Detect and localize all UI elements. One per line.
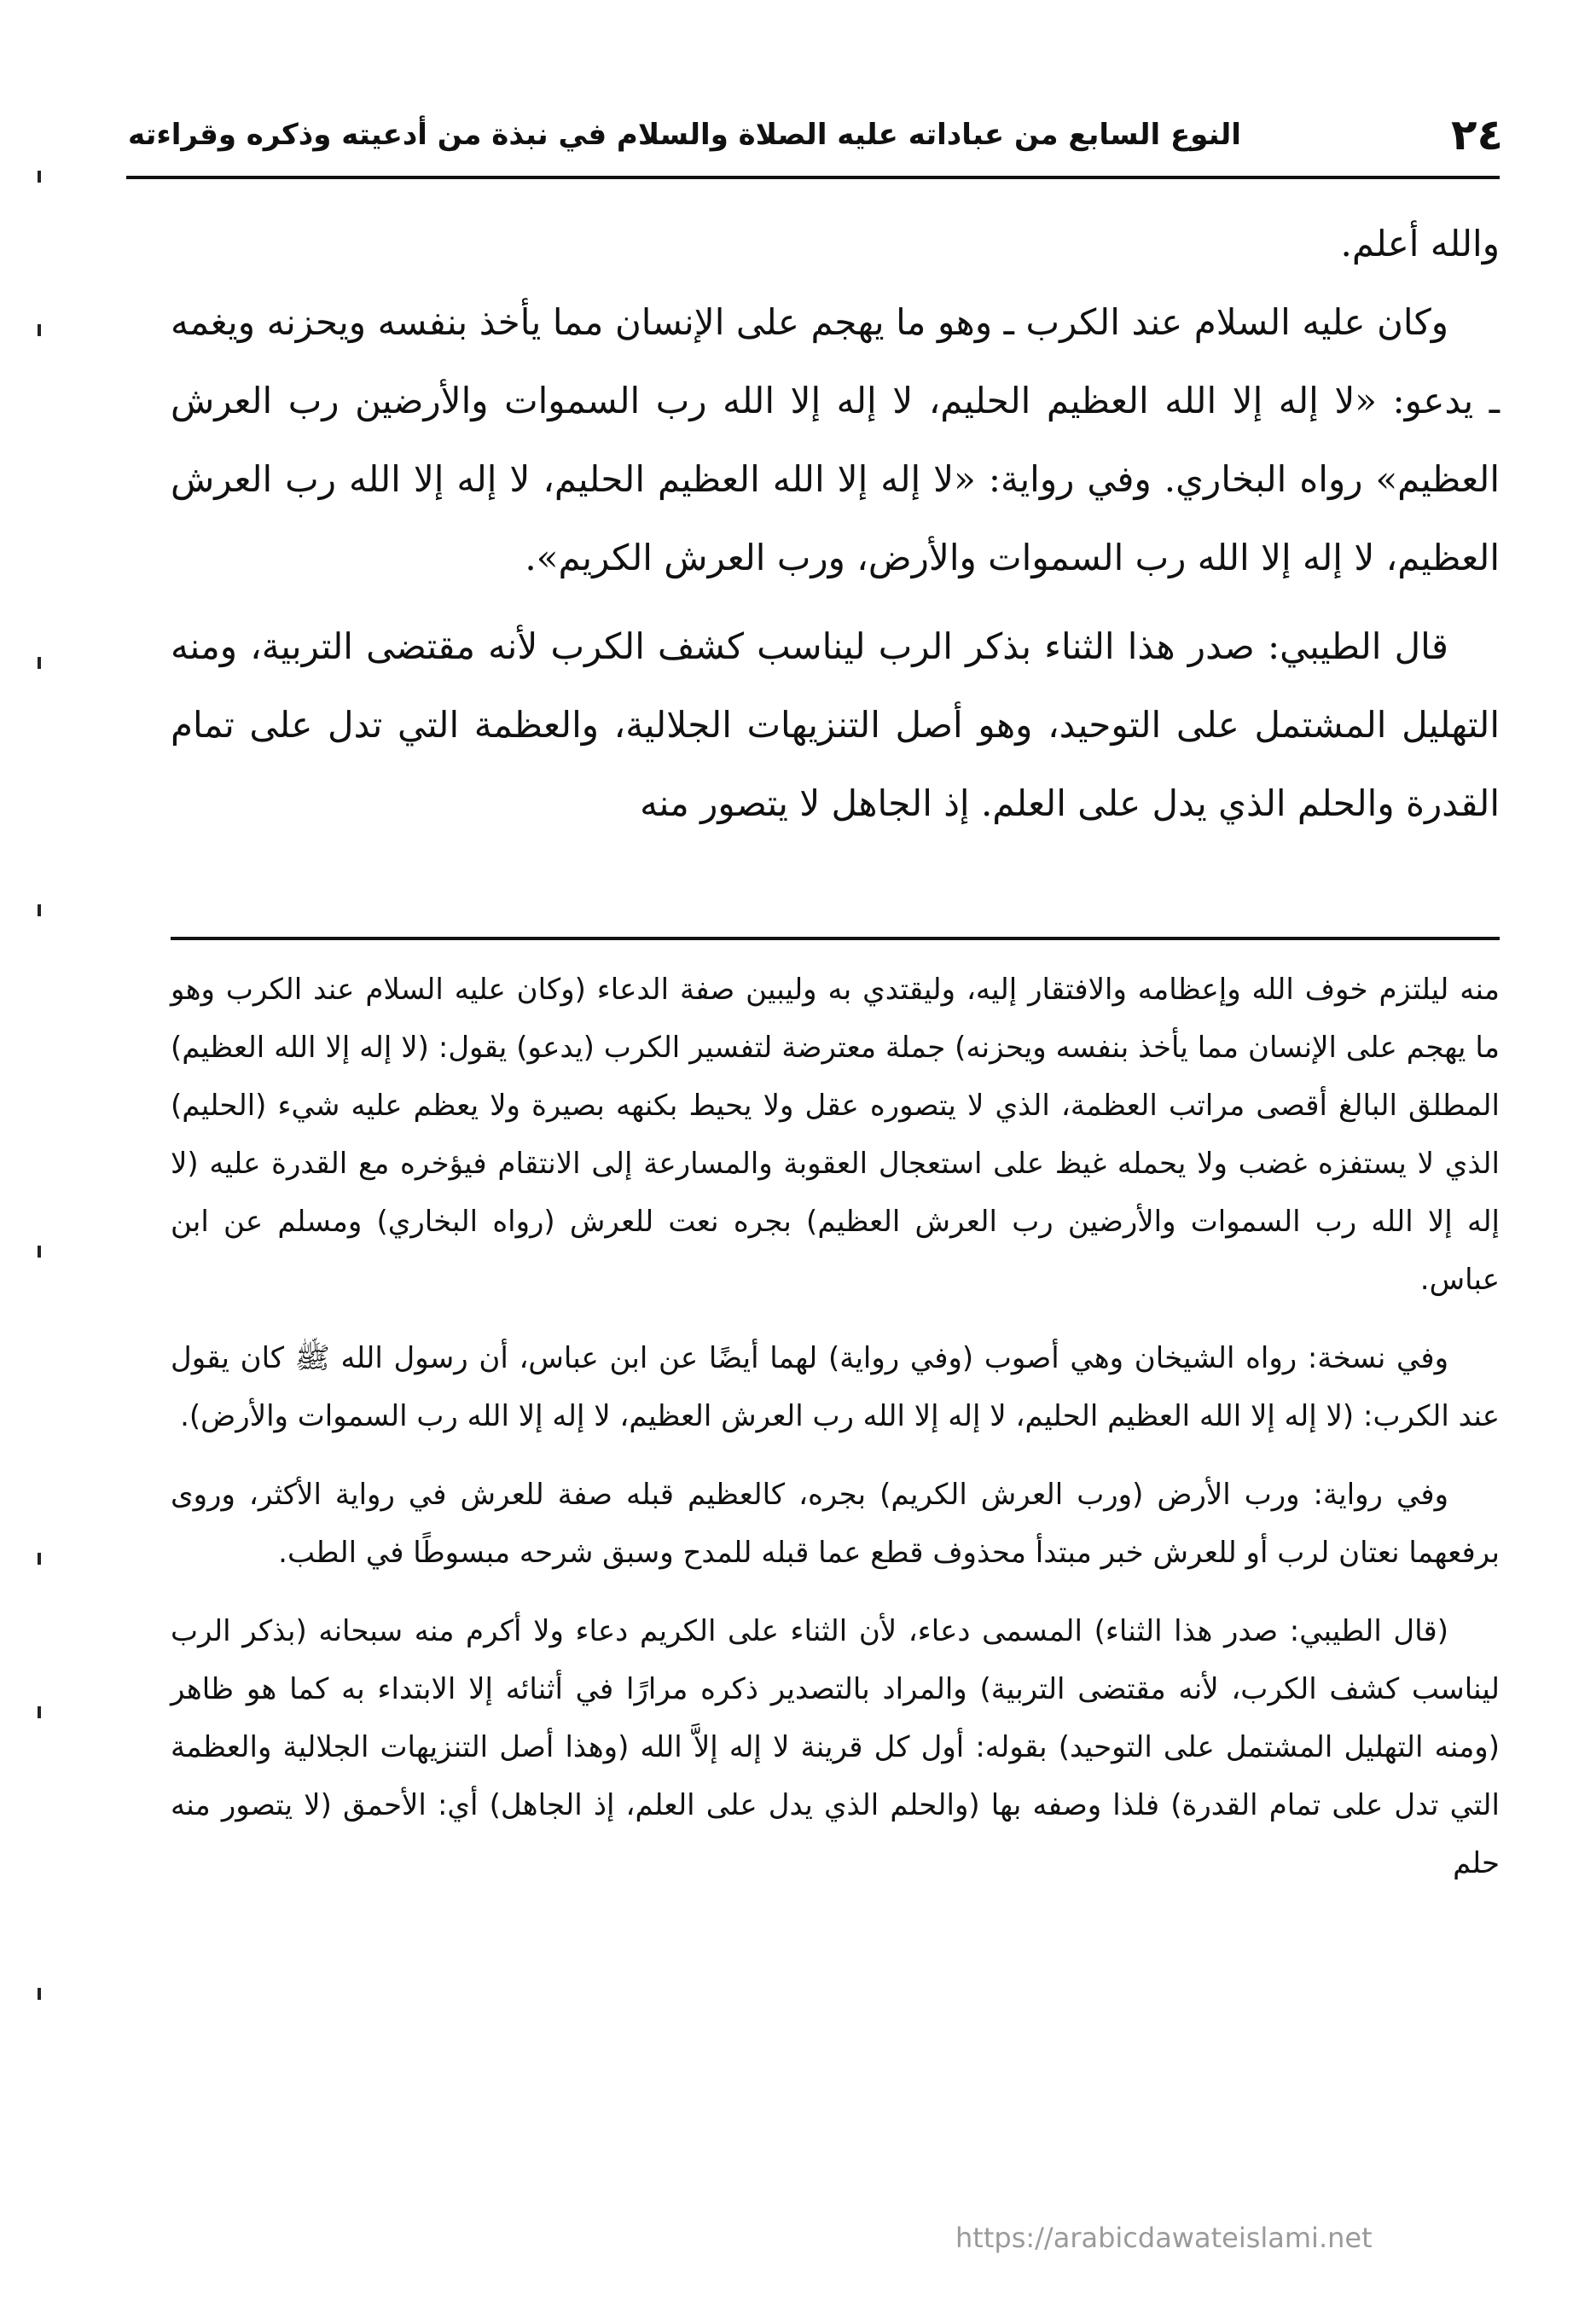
scan-margin-mark	[38, 657, 41, 669]
running-title: النوع السابع من عباداته عليه الصلاة والسلام في نبذة من أدعيته وذكره وقراءته	[128, 118, 1241, 152]
main-paragraph-3: قال الطيبي: صدر هذا الثناء بذكر الرب ليناسب كشف الكرب لأنه مقتضى التربية، ومنه التهليل المشتمل على التوحيد، وهو أصل التنزيهات الجلالية، والعظمة التي تدل على تمام القدرة والحلم الذي يدل على العلم. إذ الجاهل لا يتصور منه	[171, 625, 1500, 824]
commentary	[171, 961, 1500, 1913]
commentary-paragraph-2: وفي نسخة: رواه الشيخان وهي أصوب (وفي رواية) لهما أيضًا عن ابن عباس، أن رسول الله ﷺ كان يقول عند الكرب: (لا إله إلا الله العظيم الحليم، لا إله إلا الله رب العرش العظيم، لا إله إلا الله رب السموات والأرض).	[171, 1341, 1500, 1433]
page-number: ٢٤	[1450, 110, 1503, 160]
commentary-paragraph-1: منه ليلتزم خوف الله وإعظامه والافتقار إليه، وليقتدي به وليبين صفة الدعاء (وكان عليه السلام عند الكرب وهو ما يهجم على الإنسان مما يأخذ بنفسه ويحزنه) جملة معترضة لتفسير الكرب (يدعو) يقول: (لا إله إلا الله العظيم) المطلق البالغ أقصى مراتب العظمة، الذي لا يتصوره عقل ولا يحيط بكنهه بصيرة ولا يعظم عليه شيء (الحليم) الذي لا يستفزه غضب ولا يحمله غيظ على استعجال العقوبة والمسارعة إلى الانتقام فيؤخره مع القدرة عليه (لا إله إلا الله رب السموات والأرضين رب العرش العظيم) بجره نعت للعرش (رواه البخاري) ومسلم عن ابن عباس.	[171, 973, 1500, 1297]
page-header	[128, 101, 1503, 169]
commentary-paragraph-3: وفي رواية: ورب الأرض (ورب العرش الكريم) بجره، كالعظيم قبله صفة للعرش في رواية الأكثر، وروى برفعهما نعتان لرب أو للعرش خبر مبتدأ محذوف قطع عما قبله للمدح وسبق شرحه مبسوطًا في الطب.	[171, 1478, 1500, 1570]
scan-margin-mark	[38, 171, 41, 183]
main-paragraph-1: والله أعلم.	[1340, 223, 1500, 264]
scan-margin-mark	[38, 1553, 41, 1565]
commentary-paragraph-4: (قال الطيبي: صدر هذا الثناء) المسمى دعاء، لأن الثناء على الكريم دعاء ولا أكرم منه سبحانه (بذكر الرب ليناسب كشف الكرب، لأنه مقتضى التربية) والمراد بالتصدير ذكره مرارًا في أثنائه إلا الابتداء به كما هو ظاهر (ومنه التهليل المشتمل على التوحيد) بقوله: أول كل قرينة لا إله إلاَّ الله (وهذا أصل التنزيهات الجلالية والعظمة التي تدل على تمام القدرة) فلذا وصفه بها (والحلم الذي يدل على العلم، إذ الجاهل) أي: الأحمق (لا يتصور منه حلم	[171, 1614, 1500, 1880]
watermark: https://arabicdawateislami.net	[955, 2222, 1373, 2254]
scan-margin-mark	[38, 324, 41, 336]
main-paragraph-2: وكان عليه السلام عند الكرب ـ وهو ما يهجم على الإنسان مما يأخذ بنفسه ويحزنه ويغمه ـ يدعو: «لا إله إلا الله العظيم الحليم، لا إله إلا الله رب السموات والأرضين رب العرش العظيم» رواه البخاري. وفي رواية: «لا إله إلا الله العظيم الحليم، لا إله إلا الله رب العرش العظيم، لا إله إلا الله رب السموات والأرض، ورب العرش الكريم».	[171, 301, 1500, 578]
scan-margin-mark	[38, 1706, 41, 1718]
scan-margin-mark	[38, 1988, 41, 2000]
main-text	[171, 205, 1500, 843]
commentary-divider	[171, 937, 1500, 940]
scan-margin-mark	[38, 1246, 41, 1258]
scan-margin-mark	[38, 904, 41, 916]
header-divider	[126, 176, 1500, 179]
